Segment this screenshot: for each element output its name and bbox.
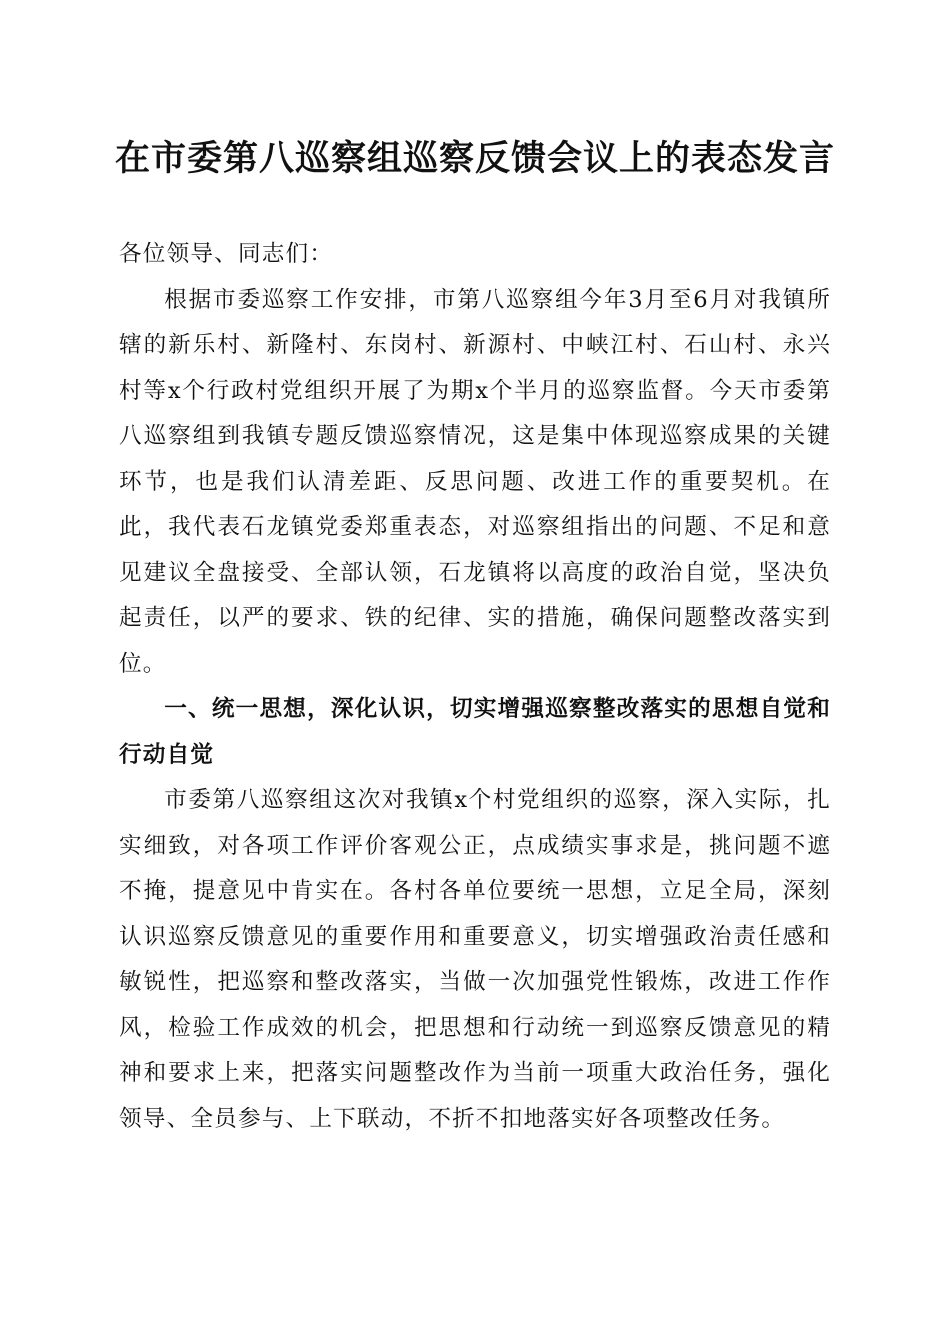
section-1-paragraph: 市委第八巡察组这次对我镇x个村党组织的巡察，深入实际，扎实细致，对各项工作评价客观公正，点成绩实事求是，挑问题不遮不掩，提意见中肯实在。各村各单位要统一思想，立足全局，深刻认识巡察反馈意见的重要作用和重要意义，切实增强政治责任感和敏锐性，把巡察和整改落实，当做一次加强党性锻炼，改进工作作风，检验工作成效的机会，把思想和行动统一到巡察反馈意见的精神和要求上来，把落实问题整改作为当前一项重大政治任务，强化领导、全员参与、上下联动，不折不扣地落实好各项整改任务。 <box>119 787 831 1132</box>
intro-paragraph: 根据市委巡察工作安排，市第八巡察组今年3月至6月对我镇所辖的新乐村、新隆村、东岗村、新源村、中峡江村、石山村、永兴村等x个行政村党组织开展了为期x个半月的巡察监督。今天市委第八巡察组到我镇专题反馈巡察情况，这是集中体现巡察成果的关键环节，也是我们认清差距、反思问题、改进工作的重要契机。在此，我代表石龙镇党委郑重表态，对巡察组指出的问题、不足和意见建议全盘接受、全部认领，石龙镇将以高度的政治自觉，坚决负起责任，以严的要求、铁的纪律、实的措施，确保问题整改落实到位。 <box>119 286 831 677</box>
salutation: 各位领导、同志们： <box>119 241 334 267</box>
document-title: 在市委第八巡察组巡察反馈会议上的表态发言 <box>114 138 835 179</box>
document-body <box>119 232 831 1142</box>
section-heading-1: 一、统一思想，深化认识，切实增强巡察整改落实的思想自觉和行动自觉 <box>119 696 831 768</box>
